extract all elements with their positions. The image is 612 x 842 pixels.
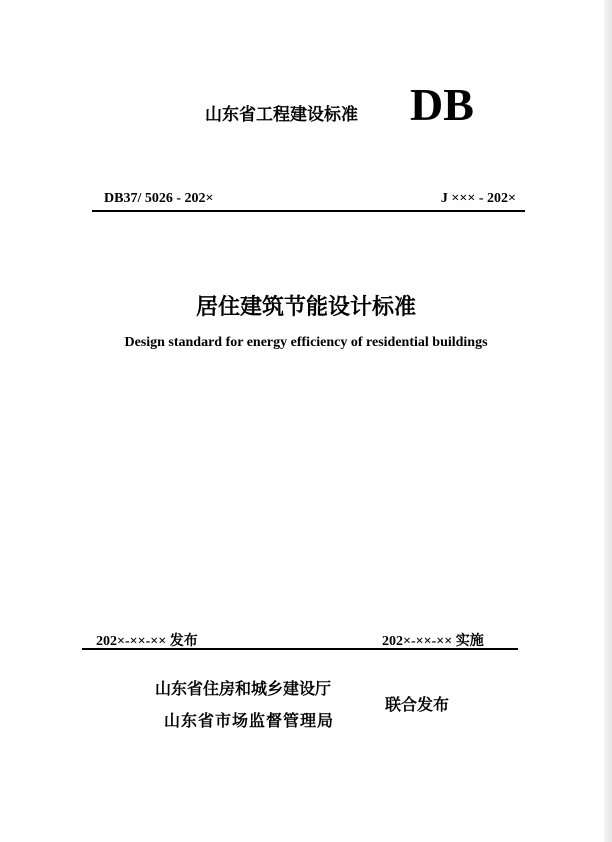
- implementation-date: 202×-××-×× 实施: [382, 634, 484, 649]
- joint-release-label: 联合发布: [385, 695, 450, 714]
- title-chinese: 居住建筑节能设计标准: [195, 295, 416, 320]
- top-divider: [92, 210, 525, 212]
- issue-date: 202×-××-×× 发布: [96, 634, 198, 649]
- bottom-divider: [82, 648, 518, 650]
- record-number: J ××× - 202×: [440, 191, 516, 206]
- page-edge-shadow: [604, 0, 612, 842]
- standard-number: DB37/ 5026 - 202×: [104, 191, 214, 206]
- issuer-department-1: 山东省住房和城乡建设厅: [155, 679, 332, 698]
- standard-category: 山东省工程建设标准: [205, 105, 358, 125]
- issuer-department-2: 山东省市场监督管理局: [164, 711, 335, 730]
- db-mark: DB: [410, 79, 474, 130]
- title-english: Design standard for energy efficiency of residential buildings: [124, 335, 488, 350]
